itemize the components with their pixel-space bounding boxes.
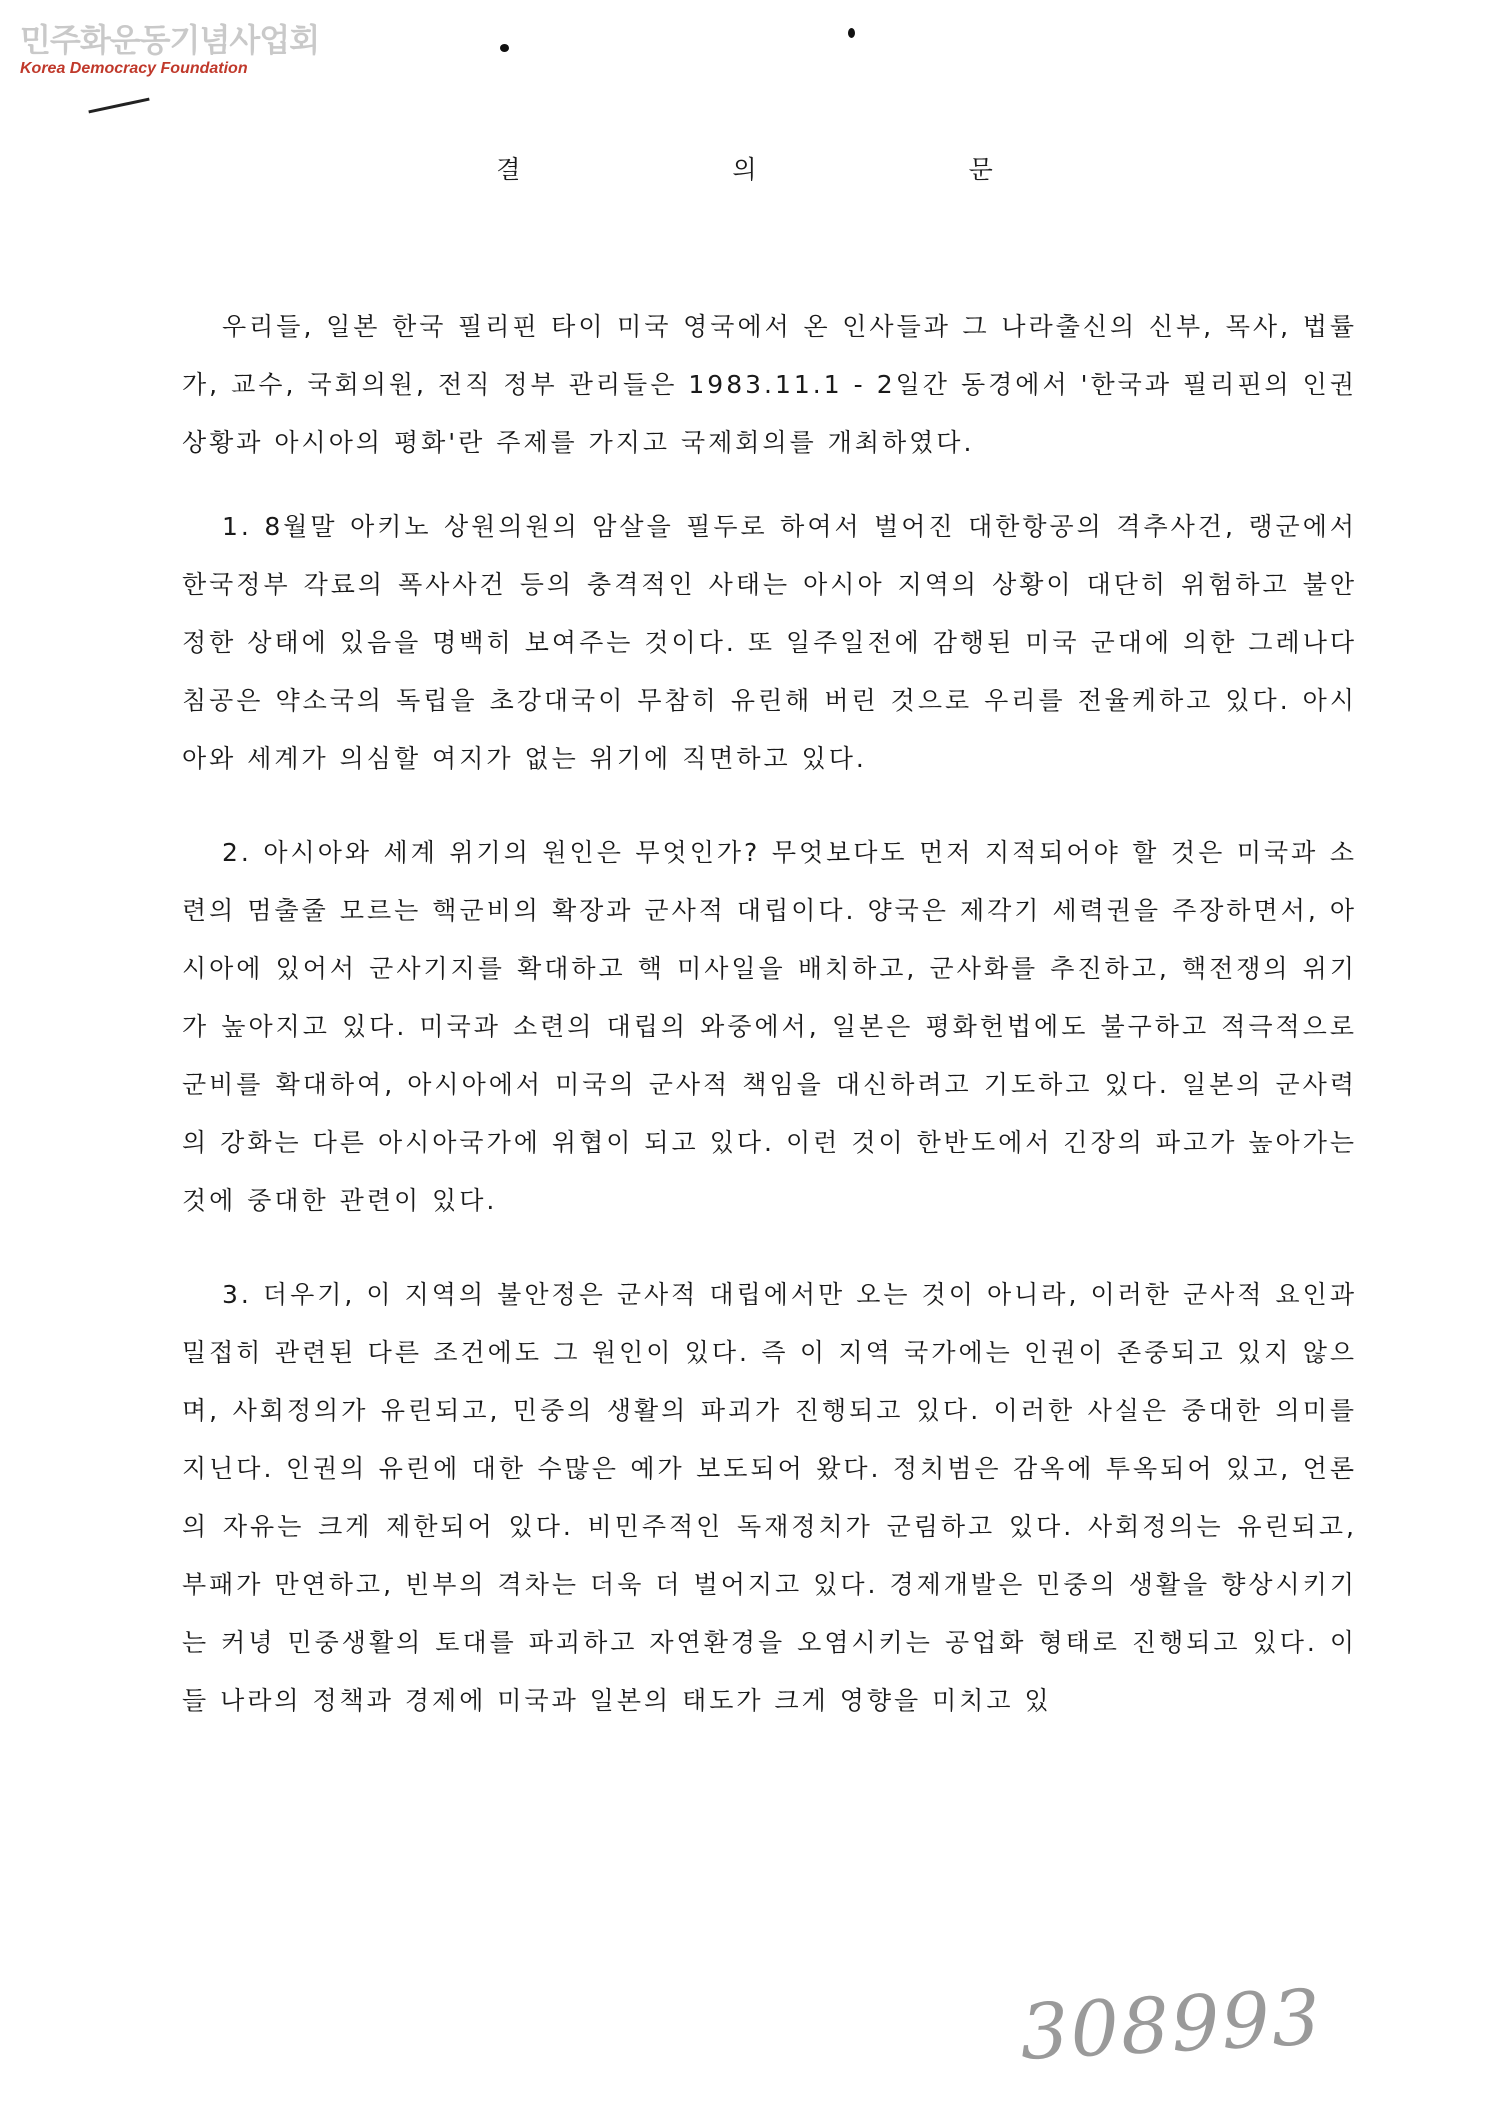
watermark-korean: 민주화운동기념사업회 (20, 21, 320, 59)
archive-number: 308993 (1017, 1972, 1325, 2077)
title-char: 결 (496, 155, 523, 184)
ink-speck (848, 28, 855, 38)
paragraph-1: 1. 8월말 아키노 상원의원의 암살을 필두로 하여서 벌어진 대한항공의 격추사건, 랭군에서 한국정부 각료의 폭사사건 등의 충격적인 사태는 아시아 지역의 상황이 대단히 위험하고 불안정한 상태에 있음을 명백히 보여주는 것이다. 또 일주일전에 감행된 미국 군대에 의한 그레나다 침공은 약소국의 독립을 초강대국이 무참히 유린해 버린 것으로 우리를 전율케하고 있다. 아시아와 세계가 의심할 여지가 없는 위기에 직면하고 있다. (182, 512, 1357, 773)
paragraph-3: 3. 더우기, 이 지역의 불안정은 군사적 대립에서만 오는 것이 아니라, 이러한 군사적 요인과 밀접히 관련된 다른 조건에도 그 원인이 있다. 즉 이 지역 국가에는 인권이 존중되고 있지 않으며, 사회정의가 유린되고, 민중의 생활의 파괴가 진행되고 있다. 이러한 사실은 중대한 의미를 지닌다. 인권의 유린에 대한 수많은 예가 보도되어 왔다. 정치범은 감옥에 투옥되어 있고, 언론의 자유는 크게 제한되어 있다. 비민주적인 독재정치가 군림하고 있다. 사회정의는 유린되고, 부패가 만연하고, 빈부의 격차는 더욱 더 벌어지고 있다. 경제개발은 민중의 생활을 향상시키기는 커녕 민중생활의 토대를 파괴하고 자연환경을 오염시키는 공업화 형태로 진행되고 있다. 이들 나라의 정책과 경제에 미국과 일본의 태도가 크게 영향을 미치고 있 (182, 1280, 1357, 1715)
document-body (182, 298, 1357, 1730)
watermark-english: Korea Democracy Foundation (20, 60, 248, 77)
watermark-logo (20, 22, 319, 78)
title-char: 의 (732, 155, 759, 184)
pen-mark (88, 98, 149, 114)
document-title (0, 150, 1491, 186)
intro-paragraph: 우리들, 일본 한국 필리핀 타이 미국 영국에서 온 인사들과 그 나라출신의 신부, 목사, 법률가, 교수, 국회의원, 전직 정부 관리들은 1983.11.1 - 2일간 동경에서 '한국과 필리핀의 인권상황과 아시아의 평화'란 주제를 가지고 국제회의를 개최하였다. (182, 312, 1357, 457)
title-char: 문 (968, 155, 995, 184)
paragraph-2: 2. 아시아와 세계 위기의 원인은 무엇인가? 무엇보다도 먼저 지적되어야 할 것은 미국과 소련의 멈출줄 모르는 핵군비의 확장과 군사적 대립이다. 양국은 제각기 세력권을 주장하면서, 아시아에 있어서 군사기지를 확대하고 핵 미사일을 배치하고, 군사화를 추진하고, 핵전쟁의 위기가 높아지고 있다. 미국과 소련의 대립의 와중에서, 일본은 평화헌법에도 불구하고 적극적으로 군비를 확대하여, 아시아에서 미국의 군사적 책임을 대신하려고 기도하고 있다. 일본의 군사력의 강화는 다른 아시아국가에 위협이 되고 있다. 이런 것이 한반도에서 긴장의 파고가 높아가는 것에 중대한 관련이 있다. (182, 838, 1357, 1215)
ink-speck (500, 44, 509, 52)
